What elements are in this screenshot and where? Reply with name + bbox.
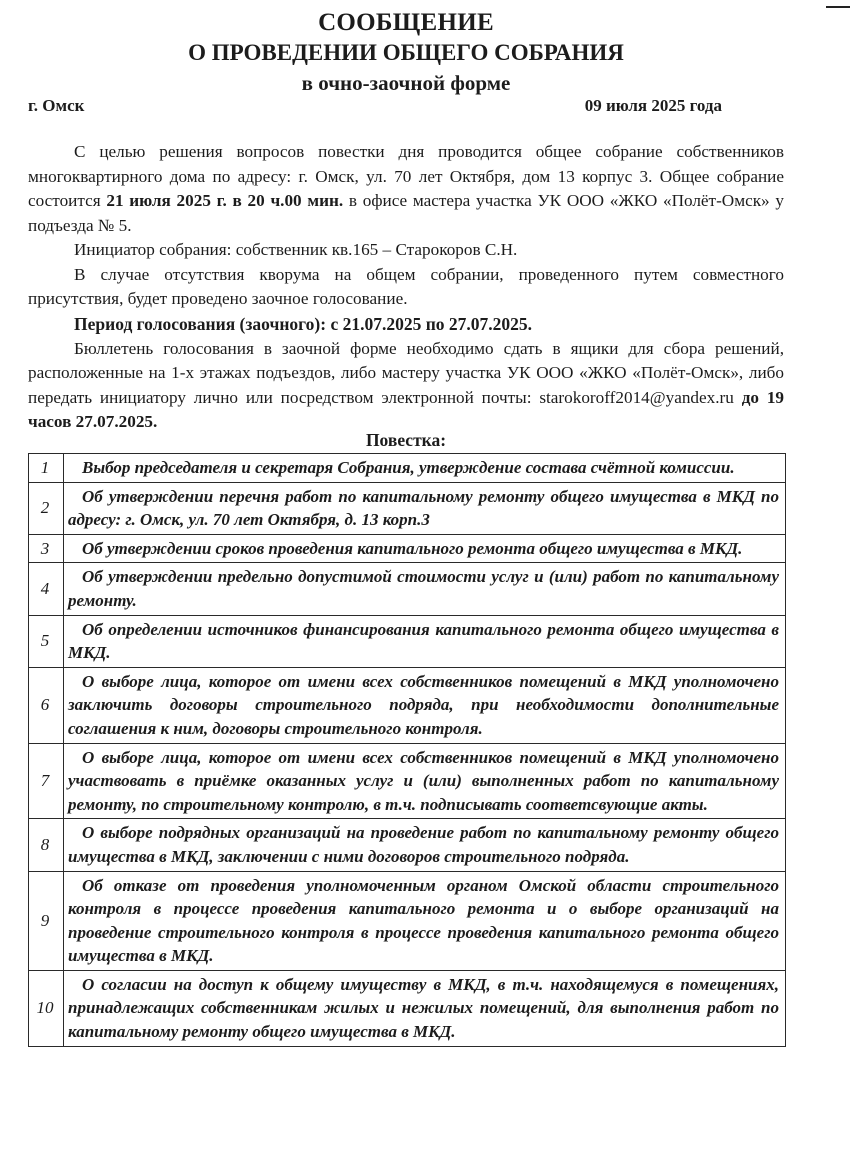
agenda-row [29, 563, 786, 615]
agenda-row [29, 970, 786, 1046]
ballot-deadline: до 19 часов 27.07.2025. [28, 387, 785, 431]
agenda-item-text: О выборе лица, которое от имени всех собственников помещений в МКД уполномочено заключить договоры строительного подряда, при необходимости дополнительные соглашения к ним, договоры строительного контроля. [64, 667, 786, 743]
agenda-row [29, 615, 786, 667]
meeting-location: в офисе мастера участка УК ООО «ЖКО «Полёт-Омск» у подъезда № 5. [28, 191, 784, 235]
paragraph-quorum: В случае отсутствия кворума на общем собрании, проведенного путем совместного присутствия, будет проведено заочное голосование. [28, 264, 784, 308]
paragraph-meeting [28, 140, 784, 238]
agenda-item-number: 3 [29, 534, 64, 563]
agenda-item-text: О выборе подрядных организаций на проведение работ по капитальному ремонту общего имущества в МКД, заключении с ними договоров строительного подряда. [64, 819, 786, 871]
message-body [28, 140, 784, 435]
agenda-item-number: 6 [29, 667, 64, 743]
paragraph-ballot [28, 337, 784, 435]
meeting-text: С целью решения вопросов повестки дня проводится общее собрание собственников многоквартирного дома по адресу: г. Омск, ул. 70 лет Октября, дом 13 корпус 3. Общее собрание состоится [28, 142, 784, 210]
agenda-row [29, 871, 786, 970]
agenda-item-number: 10 [29, 970, 64, 1046]
agenda-item-text: О согласии на доступ к общему имуществу в МКД, в т.ч. находящемуся в помещениях, принадлежащих собственникам жилых и нежилых помещений, для выполнения работ по капитальному ремонту общего имущества в МКД. [64, 970, 786, 1046]
agenda-title: Повестка: [365, 430, 447, 450]
agenda-item-text: О выборе лица, которое от имени всех собственников помещений в МКД уполномочено участвовать в приёмке оказанных услуг и (или) выполненных работ по капитальному ремонту, по строительному контролю, в т.ч. подписывать соответсвующие акты. [64, 743, 786, 819]
agenda-item-number: 4 [29, 563, 64, 615]
corner-mark [826, 6, 850, 8]
title-line-1: СООБЩЕНИЕ [318, 9, 494, 36]
agenda-item-number: 1 [29, 454, 64, 483]
meeting-datetime: 21 июля 2025 г. в 20 ч.00 мин. [106, 191, 344, 210]
voting-period: Период голосования (заочного): с 21.07.2025 по 27.07.2025. [74, 313, 533, 334]
agenda-row [29, 534, 786, 563]
agenda-row [29, 667, 786, 743]
agenda-item-text: Выбор председателя и секретаря Собрания, утверждение состава счётной комиссии. [64, 454, 786, 483]
place: г. Омск [28, 96, 85, 115]
agenda-item-number: 8 [29, 819, 64, 871]
paragraph-initiator: Инициатор собрания: собственник кв.165 – Старокоров С.Н. [74, 240, 518, 259]
agenda-table [28, 453, 786, 1047]
agenda-item-number: 9 [29, 871, 64, 970]
title-line-3: в очно-заочной форме [301, 71, 511, 95]
agenda-item-number: 5 [29, 615, 64, 667]
place-date-row [28, 96, 722, 116]
agenda-item-text: Об утверждении сроков проведения капитального ремонта общего имущества в МКД. [64, 534, 786, 563]
agenda-row [29, 482, 786, 534]
ballot-text: Бюллетень голосования в заочной форме необходимо сдать в ящики для сбора решений, расположенные на 1-х этажах подъездов, либо мастеру участка УК ООО «ЖКО «Полёт-Омск», либо передать инициатору лично или посредством электронной почты: starokoroff2014@yandex.ru [28, 338, 784, 407]
agenda-item-text: Об отказе от проведения уполномоченным органом Омской области строительного контроля в процессе проведения капитального ремонта и о выборе организаций на проведение строительного контроля в процессе проведения капитального ремонта общего имущества в МКД. [64, 871, 786, 970]
date: 09 июля 2025 года [584, 96, 722, 115]
agenda-row [29, 819, 786, 871]
agenda-item-text: Об утверждении перечня работ по капитальному ремонту общего имущества в МКД по адресу: г. Омск, ул. 70 лет Октября, д. 13 корп.3 [64, 482, 786, 534]
agenda-item-text: Об утверждении предельно допустимой стоимости услуг и (или) работ по капитальному ремонту. [64, 563, 786, 615]
agenda-item-number: 2 [29, 482, 64, 534]
document-title [0, 8, 812, 98]
agenda-item-number: 7 [29, 743, 64, 819]
agenda-row [29, 743, 786, 819]
agenda-item-text: Об определении источников финансирования капитального ремонта общего имущества в МКД. [64, 615, 786, 667]
agenda-row [29, 454, 786, 483]
title-line-2: О ПРОВЕДЕНИИ ОБЩЕГО СОБРАНИЯ [188, 40, 624, 65]
